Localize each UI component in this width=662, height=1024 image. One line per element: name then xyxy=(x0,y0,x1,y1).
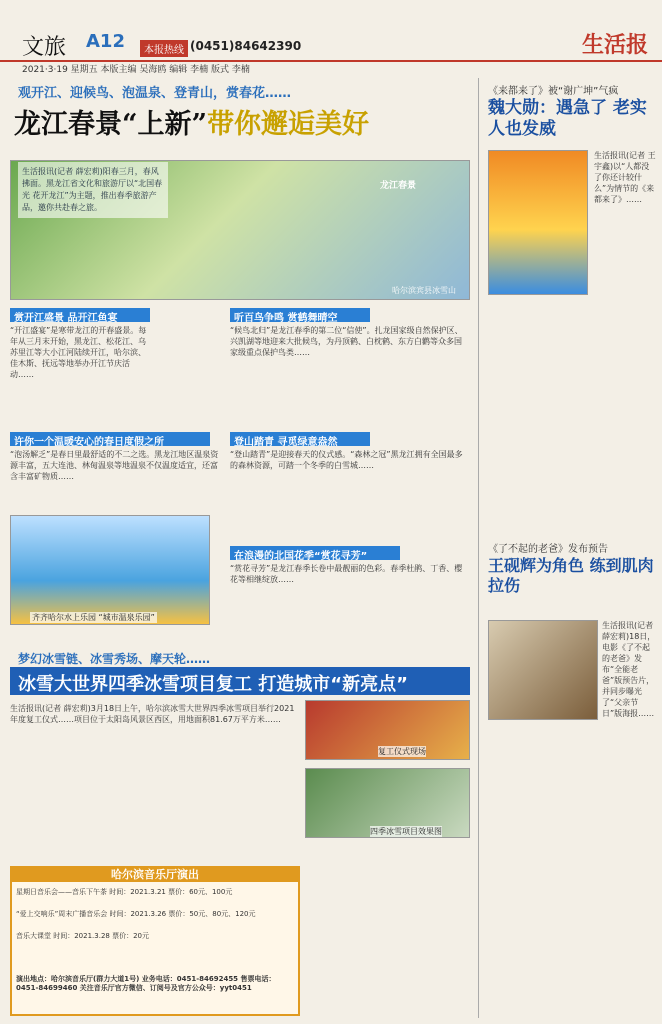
right-title: 魏大勋：遇急了 老实人也发威 xyxy=(488,98,647,139)
story1-title xyxy=(14,102,464,152)
story2-title: 冰雪大世界四季冰雪项目复工 打造城市“新亮点” xyxy=(10,667,470,695)
hotline-tag: 本报热线 xyxy=(140,40,188,57)
right-body: 生活报讯(记者 王宇鑫)以“人都没了你还计较什么”为情节的《来都来了》…… xyxy=(594,151,656,204)
right-body-2: 生活报讯(记者 薛宏莉)18日，电影《了不起的老爸》发布“全能老爸”版预告片，并同步曝光了“父亲节日”版海报…… xyxy=(602,621,656,718)
page-number: A12 xyxy=(86,31,125,52)
concert-footer: 演出地点：哈尔滨音乐厅(群力大道1号) 业务电话：0451-84692455 售票电话：0451-84699460 关注音乐厅官方微信、订阅号及官方公众号：yyt0451 xyxy=(16,975,276,992)
section-head-1: 赏开江盛景 品开江鱼宴 xyxy=(10,308,150,322)
movie-poster-2 xyxy=(488,620,598,720)
hotline-phone: (0451)84642390 xyxy=(190,39,302,53)
page-header xyxy=(0,0,662,62)
rendering-caption: 四季冰雪项目效果图 xyxy=(370,827,442,836)
section-head-3: 许你一个温暖安心的春日度假之所 xyxy=(10,432,210,446)
concert-row: 音乐大课堂 时间：2021.3.28 票价：20元 xyxy=(16,932,149,940)
section-text-3: “泡汤解乏”是春日里最舒适的不二之选。黑龙江地区温泉资源丰富，五大连池、林甸温泉等地温泉不仅温度适宜，还富含丰富矿物质…… xyxy=(10,450,219,481)
section-name: 文旅 xyxy=(22,35,67,60)
section-text-1: “开江盛宴”是寒带龙江的开春盛景。每年从三月末开始，黑龙江、松花江、乌苏里江等大小江河陆续开江，哈尔滨、佳木斯、抚远等地举办开江节庆活动…… xyxy=(10,326,147,379)
page-meta: 2021·3·19 星期五 本版主编 吴海鸥 编辑 李楠 版式 李楠 xyxy=(22,65,250,75)
water-park-caption: 齐齐哈尔水上乐园 “城市温泉乐园” xyxy=(32,613,155,622)
ceremony-caption: 复工仪式现场 xyxy=(378,747,426,756)
story1-title-b: “上新” xyxy=(122,109,208,140)
concert-row: “爱上交响乐”周末广播音乐会 时间：2021.3.26 票价：50元、80元、120元 xyxy=(16,910,256,918)
movie-poster xyxy=(488,150,588,295)
section-head-2: 听百鸟争鸣 赏鹤舞晴空 xyxy=(230,308,370,322)
concert-row: 星期日音乐会——音乐下午茶 时间：2021.3.21 票价：60元、100元 xyxy=(16,888,233,896)
story1-kicker: 观开江、迎候鸟、泡温泉、登青山，赏春花…… xyxy=(18,86,292,101)
section-text-4: “登山踏青”是迎接春天的仪式感。“森林之冠”黑龙江拥有全国最多的森林资源，可踏一个冬季的白雪城…… xyxy=(230,450,463,470)
hero-caption-top: 龙江春景 xyxy=(380,181,417,191)
right-kicker: 《来都来了》被“谢广坤”气疯 xyxy=(488,86,619,97)
section-text-2: “候鸟北归”是龙江春季的第二位“信使”。扎龙国家级自然保护区、兴凯湖等地迎来大批候鸟，为丹顶鹤、白枕鹤、东方白鹳等众多国家级重点保护鸟类…… xyxy=(230,326,463,357)
right-title-2: 王砚辉为角色 练到肌肉拉伤 xyxy=(488,556,654,595)
story1-intro: 生活报讯(记者 薛宏莉)阳春三月，春风拂面。黑龙江省文化和旅游厅以“北国春光 花开龙江”为主题，推出春季旅游产品，邀你共赴春之旅。 xyxy=(18,162,168,218)
newspaper-brand: 生活报 xyxy=(581,32,648,58)
story2-kicker: 梦幻冰雪链、冰雪秀场、摩天轮…… xyxy=(18,652,211,666)
story1-title-a: 龙江春景 xyxy=(14,109,122,140)
right-kicker-2: 《了不起的老爸》发布预告 xyxy=(488,544,608,555)
section-head-5: 在浪漫的北国花季“赏花寻芳” xyxy=(230,546,400,560)
section-text-5: “赏花寻芳”是龙江春季长卷中最靓丽的色彩。春季杜鹃、丁香、樱花等相继绽放…… xyxy=(230,564,463,584)
story2-body: 生活报讯(记者 薛宏莉)3月18日上午，哈尔滨冰雪大世界四季冰雪项目举行2021年度复工仪式……项目位于太阳岛风景区西区，用地面积81.67万平方米…… xyxy=(10,704,295,724)
concert-title: 哈尔滨音乐厅演出 xyxy=(10,866,300,882)
hero-caption-bottom: 哈尔滨宾县冰雪山 xyxy=(392,286,456,295)
section-head-4: 登山踏青 寻觅绿意盎然 xyxy=(230,432,370,446)
story1-title-c: 带你邂逅美好 xyxy=(207,109,370,140)
water-park-image xyxy=(10,515,210,625)
